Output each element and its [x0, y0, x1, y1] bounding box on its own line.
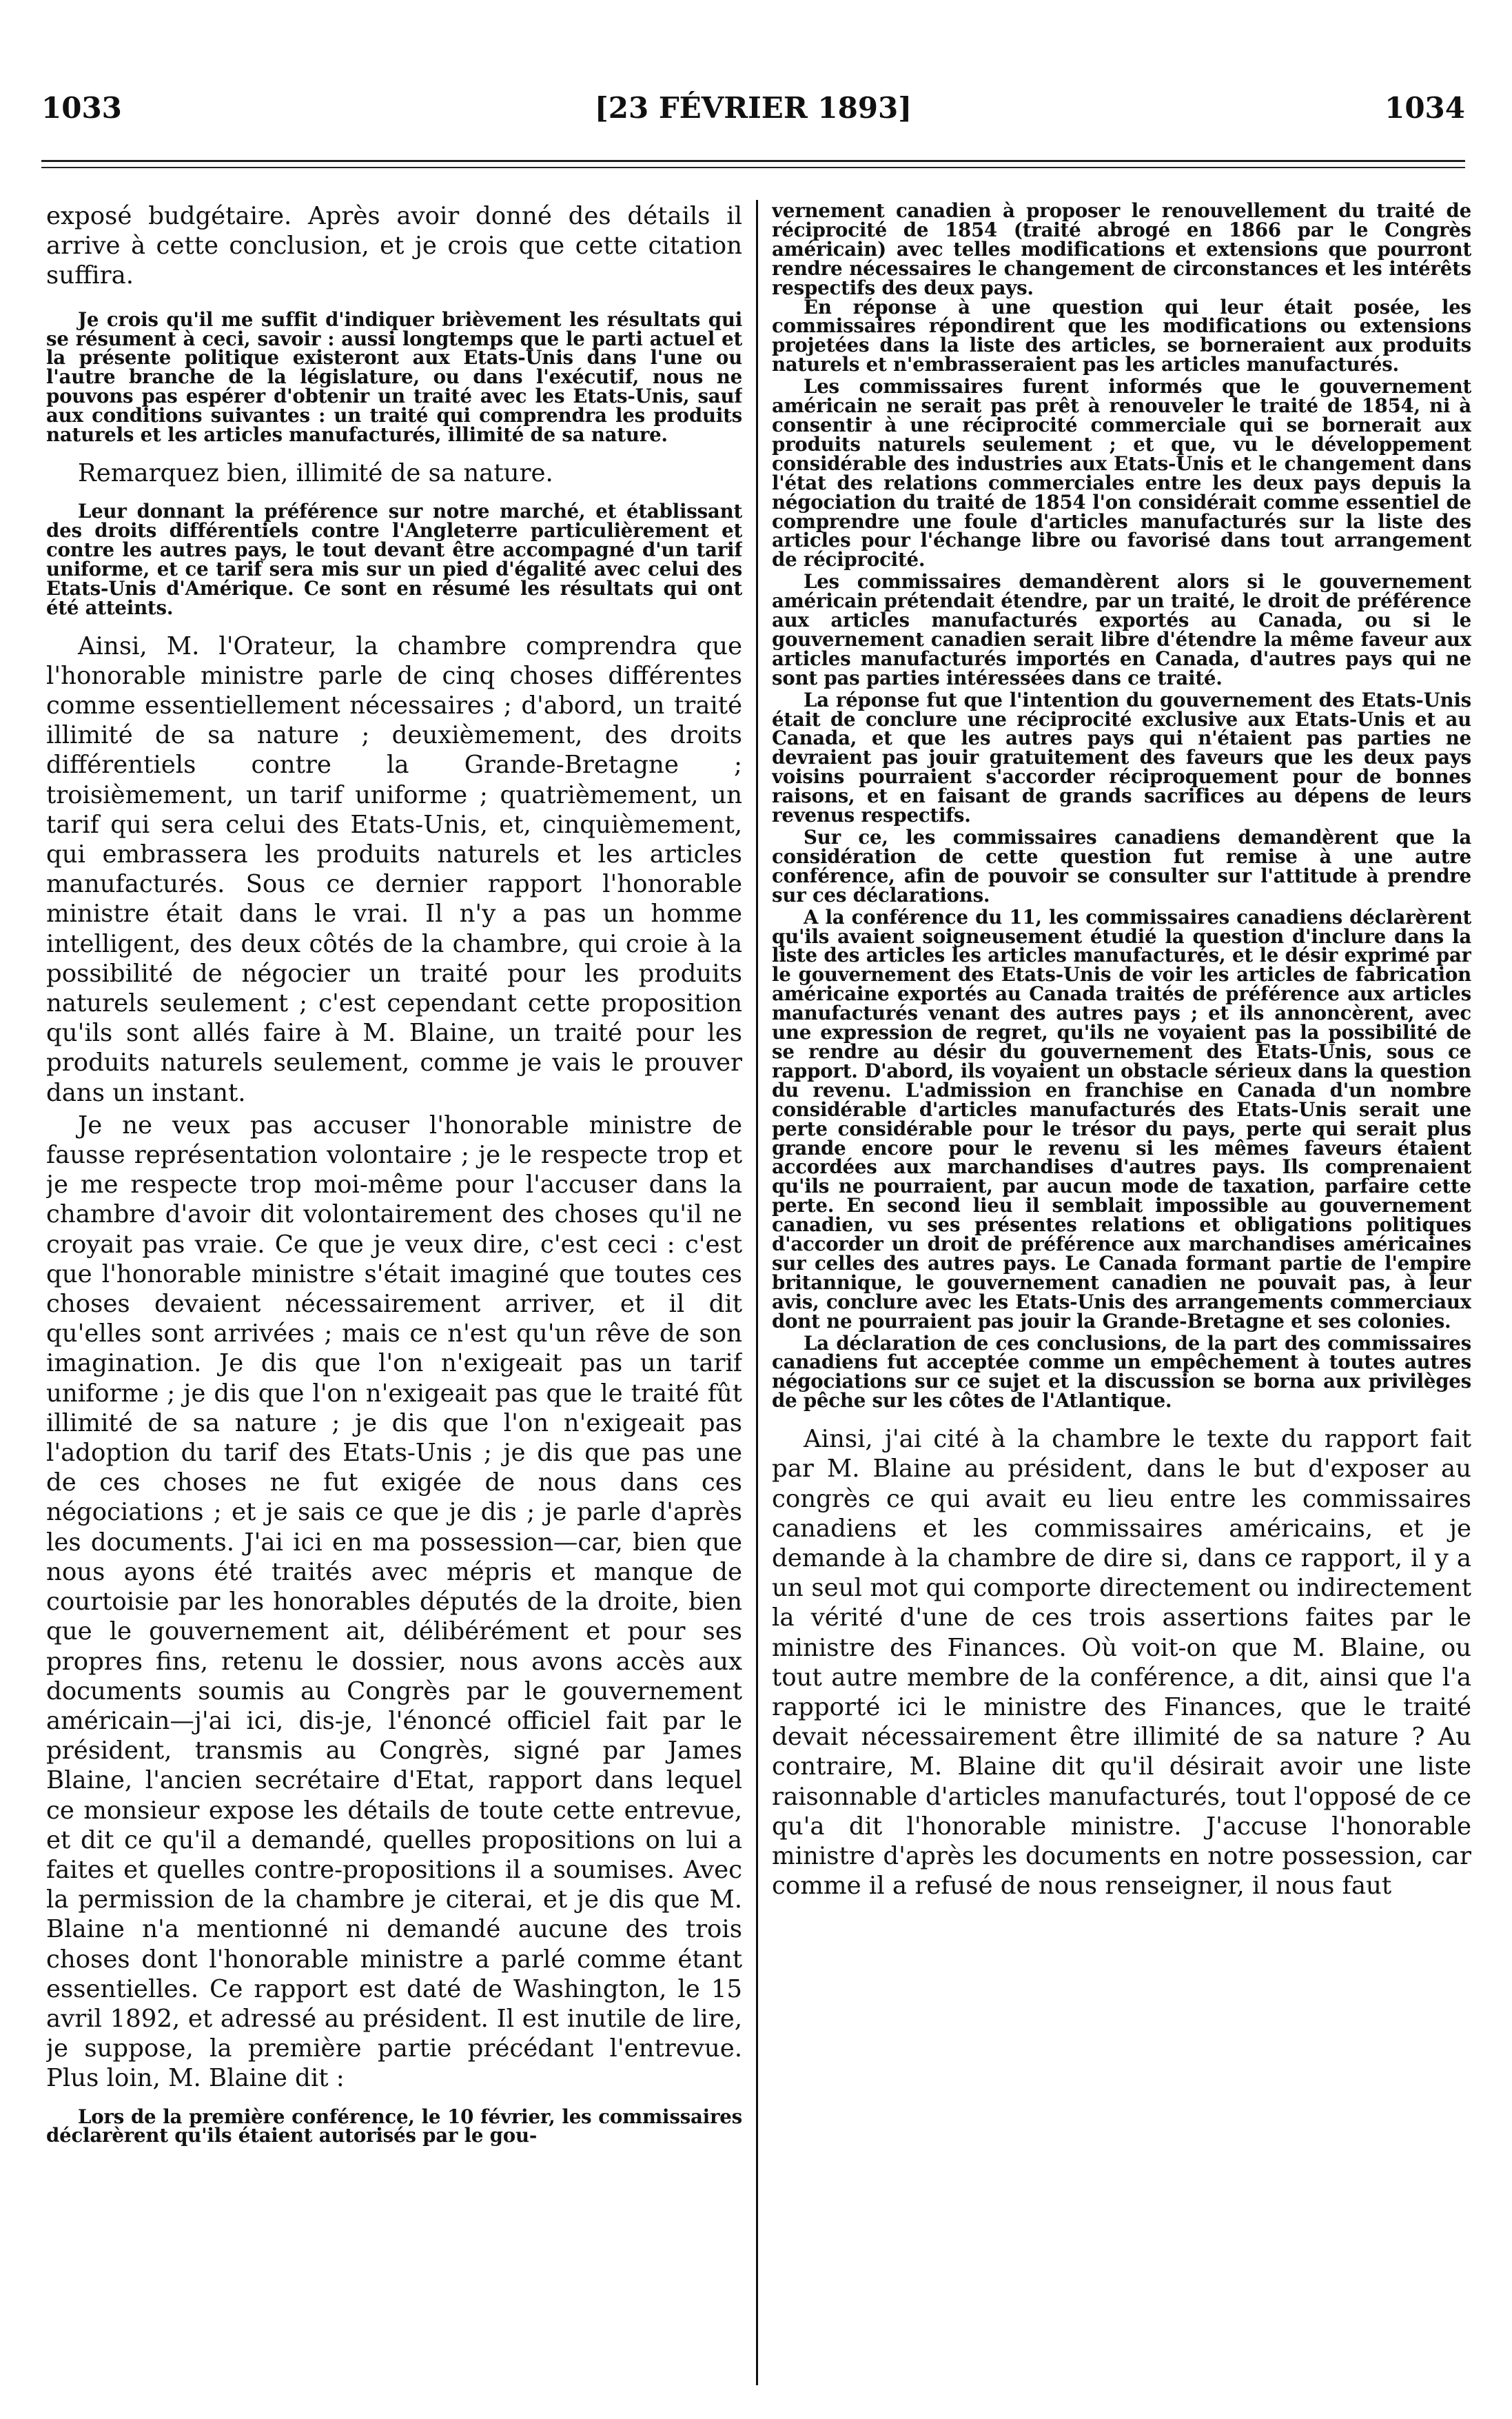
page-header — [41, 91, 1465, 132]
quoted-paragraph: La déclaration de ces conclusions, de la part des commissaires canadiens fut acceptée comme un empêchement à toutes autres négociations sur ce sujet et la discussion se borna aux privilèges de pêche sur les côtes de l'Atlantique. — [772, 1331, 1471, 1413]
quoted-paragraph: A la conférence du 11, les commissaires canadiens déclarèrent qu'ils avaient soigneusement étudié la question d'inclure dans la liste des articles les articles manufacturés, et le désir exprimé par le gouvernement des Etats-Unis de voir les articles de fabrication américaine exportés au Canada traités de préférence aux articles manufacturés venant des autres pays ; et ils annoncèrent, avec une expression de regret, qu'ils ne voyaient pas la possibilité de se rendre au désir du gouvernement des Etats-Unis, sous ce rapport. D'abord, ils voyaient un obstacle sérieux dans la question du revenu. L'admission en franchise en Canada d'un nombre considérable d'articles manufacturés des Etats-Unis serait une perte considérable pour le trésor du pays, perte qui serait plus grande encore pour le revenu si les mêmes faveurs étaient accordées aux marchandises d'autres pays. Ils comprenaient qu'ils ne pourraient, par aucun mode de taxation, parfaire cette perte. En second lieu il semblait impossible au gouvernement canadien, vu ses présentes relations et obligations politiques d'accorder un droit de préférence aux marchandises américaines sur celles des autres pays. Le Canada formant partie de l'empire britannique, le gouvernement canadien ne pouvait pas, à leur avis, conclure avec les Etats-Unis des arrangements commerciaux dont ne pourraient pas jouir la Grande-Bretagne et ses colonies. — [772, 905, 1471, 1333]
quoted-paragraph: Les commissaires demandèrent alors si le gouvernement américain prétendait étendre, par un traité, le droit de préférence aux articles manufacturés exportés au Canada, ou si le gouvernement canadien serait libre d'étendre la même faveur aux articles manufacturés importés en Canada, d'autres pays qui ne sont pas parties intéressées dans ce traité. — [772, 570, 1471, 689]
quoted-paragraph: La réponse fut que l'intention du gouvernement des Etats-Unis était de conclure une réciprocité exclusive aux Etats-Unis et au Canada, et que les autres pays qui n'étaient pas parties ne devraient pas jouir gratuitement des faveurs que les deux pays voisins pourraient s'accorder réciproquement pour de bonnes raisons, et en faisant de grands sacrifices au dépens de leurs revenus respectifs. — [772, 688, 1471, 827]
header-rule — [41, 160, 1465, 162]
paragraph: exposé budgétaire. Après avoir donné des détails il arrive à cette conclusion, et je crois que cette citation suffira. — [46, 202, 742, 290]
header-rule-thin — [41, 167, 1465, 168]
right-column — [772, 201, 1471, 2393]
quoted-paragraph: Les commissaires furent informés que le gouvernement américain ne serait pas prêt à renouveler le traité de 1854, ni à consentir à une réciprocité commerciale qui se bornerait aux produits naturels seulement ; et que, vu le développement considérable des industries aux Etats-Unis et le changement dans l'état des relations commerciales entre les deux pays depuis la négociation du traité de 1854 l'on considérait comme essentiel de comprendre une foule d'articles manufacturés sur la liste des articles pour l'échange libre ou favorisé dans tout arrangement de réciprocité. — [772, 375, 1471, 571]
paragraph: Ainsi, j'ai cité à la chambre le texte du rapport fait par M. Blaine au président, dans le but d'exposer au congrès ce qui avait eu lieu entre les commissaires canadiens et les commissaires américains, et je demande à la chambre de dire si, dans ce rapport, il y a un seul mot qui comporte directement ou indirectement la vérité d'une de ces trois assertions faites par le ministre des Finances. Où voit-on que M. Blaine, ou tout autre membre de la conférence, a dit, ainsi que l'a rapporté ici le ministre des Finances, que le traité devait nécessairement être illimité de sa nature ? Au contraire, M. Blaine dit qu'il désirait avoir une liste raisonnable d'articles manufacturés, tout l'opposé de ce qu'a dit l'honorable ministre. J'accuse l'honorable ministre d'après les documents en notre possession, car comme il a refusé de nous renseigner, il nous faut — [772, 1425, 1471, 1901]
paragraph: Je ne veux pas accuser l'honorable ministre de fausse représentation volontaire ; je le respecte trop et je me respecte trop moi-même pour l'accuser dans la chambre d'avoir dit volontairement des choses qu'il ne croyait pas vraie. Ce que je veux dire, c'est ceci : c'est que l'honorable ministre s'était imaginé que toutes ces choses devaient nécessairement arriver, et il dit qu'elles sont arrivées ; mais ce n'est qu'un rêve de son imagination. Je dis que l'on n'exigeait pas un tarif uniforme ; je dis que l'on n'exigeait pas que le traité fût illimité de sa nature ; je dis que l'on n'exigeait pas l'adoption du tarif des Etats-Unis ; je dis que pas une de ces choses ne fut exigée de nous dans ces négociations ; et je sais ce que je dis ; je parle d'après les documents. J'ai ici en ma possession—car, bien que nous ayons été traités avec mépris et manque de courtoisie par les honorables députés de la droite, bien que le gouvernement ait, délibérément et pour ses propres fins, retenu le dossier, nous avons accès aux documents soumis au Congrès par le gouvernement américain—j'ai ici, dis-je, l'énoncé officiel fait par le président, transmis au Congrès, signé par James Blaine, l'ancien secrétaire d'Etat, rapport dans lequel ce monsieur expose les détails de toute cette entrevue, et dit ce qu'il a demandé, quelles propositions on lui a faites et quelles contre-propositions il a soumises. Avec la permission de la chambre je citerai, et je dis que M. Blaine n'a mentionné ni demandé aucune des trois choses dont l'honorable ministre a parlé comme étant essentielles. Ce rapport est daté de Washington, le 15 avril 1892, et adressé au président. Il est inutile de lire, je suppose, la première partie précédant l'entrevue. Plus loin, M. Blaine dit : — [46, 1111, 742, 2093]
quoted-paragraph: Je crois qu'il me suffit d'indiquer brièvement les résultats qui se résument à ceci, savoir : aussi longtemps que le parti actuel et la présente politique existeront aux Etats-Unis dans l'une ou l'autre branche de la législature, ou dans l'exécutif, nous ne pouvons pas espérer d'obtenir un traité avec les Etats-Unis, sauf aux conditions suivantes : un traité qui comprendra les produits naturels et les articles manufacturés, illimité de sa nature. — [46, 307, 742, 447]
paragraph: Remarquez bien, illimité de sa nature. — [78, 458, 553, 487]
quoted-paragraph: En réponse à une question qui leur était posée, les commissaires répondirent que les modifications ou extensions projetées dans la liste des articles, se borneraient aux produits naturels et n'embrasseraient pas les articles manufacturés. — [772, 295, 1471, 376]
right-page-number: 1034 — [1385, 91, 1465, 125]
issue-date: [23 FÉVRIER 1893] — [594, 91, 912, 125]
column-divider — [756, 200, 758, 2385]
quoted-paragraph: Leur donnant la préférence sur notre marché, et établissant des droits différentiels contre l'Angleterre particulièrement et contre les autres pays, le tout devant être accompagné d'un tarif uniforme, et ce tarif sera mis sur un pied d'égalité avec celui des Etats-Unis d'Amérique. Ce sont en résumé les résultats qui ont été atteints. — [46, 500, 742, 619]
left-page-number: 1033 — [41, 91, 122, 125]
left-column — [46, 201, 742, 2393]
paragraph: Ainsi, M. l'Orateur, la chambre comprendra que l'honorable ministre parle de cinq choses différentes comme essentiellement nécessaires ; d'abord, un traité illimité de sa nature ; deuxièmement, des droits différentiels contre la Grande-Bretagne ; troisièmement, un tarif uniforme ; quatrièmement, un tarif qui sera celui des Etats-Unis, et, cinquièmement, qui embrassera les produits naturels et les articles manufacturés. Sous ce dernier rapport l'honorable ministre était dans le vrai. Il n'y a pas un homme intelligent, des deux côtés de la chambre, qui croie à la possibilité de négocier un traité pour les produits naturels seulement ; c'est cependant cette proposition qu'ils sont allés faire à M. Blaine, un traité pour les produits naturels seulement, comme je vais le prouver dans un instant. — [46, 631, 742, 1107]
quoted-paragraph: Sur ce, les commissaires canadiens demandèrent que la considération de cette question fut remise à une autre conférence, afin de pouvoir se consulter sur l'attitude à prendre sur ces déclarations. — [772, 826, 1471, 907]
quoted-paragraph: vernement canadien à proposer le renouvellement du traité de réciprocité de 1854 (traité abrogé en 1866 par le Congrès américain) avec telles modifications et extensions que pourront rendre nécessaires le changement de circonstances et les intérêts respectifs des deux pays. — [772, 201, 1471, 299]
quoted-paragraph: Lors de la première conférence, le 10 février, les commissaires déclarèrent qu'ils étaient autorisés par le gou- — [46, 2105, 742, 2147]
